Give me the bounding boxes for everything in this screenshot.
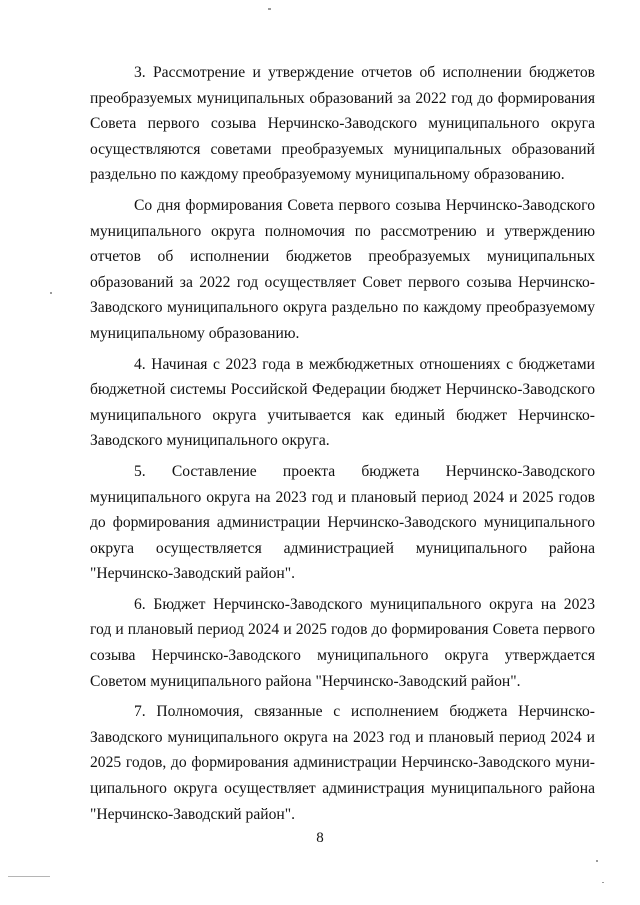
scan-speck: [50, 292, 52, 294]
scan-speck: [596, 860, 598, 862]
paragraph-6: 6. Бюджет Нерчинско-Заводского муниципального округа на 2023 год и плановый период 2024 и 2025 годов до формирования Совета первого созыва Нерчинско-Заводского муниципального округа утверждается Советом муниципального района "Нерчинско-Заводский район".: [90, 595, 595, 690]
scan-speck: [268, 8, 271, 10]
paragraph-3: 3. Рассмотрение и утверждение отчетов об исполнении бюджетов преобразуемых муниципальных образований за 2022 год до формирования Совета первого созыва Нерчинско-Заводского муниципального округа осуществляются советами преобразуемых муниципальных образований раздельно по каждому преобразуемому муниципальному образованию.: [90, 64, 595, 184]
document-body: [90, 60, 595, 832]
page-number: 8: [316, 830, 324, 846]
paragraph-4: 4. Начиная с 2023 года в межбюджетных отношениях с бюджетами бюджетной системы Российской Федерации бюджет Нерчинско-Заводского муниципального округа учитывается как единый бюджет Нерчинско-Заводского муниципального округа.: [90, 355, 595, 450]
paragraph-5: 5. Составление проекта бюджета Нерчинско-Заводского муниципального округа на 2023 год и плановый период 2024 и 2025 годов до формирования администрации Нерчинско-Заводского муниципального округа осуществляется администрацией муниципального района "Нерчинско-Заводский район".: [90, 462, 595, 583]
scan-edge-line: [8, 876, 50, 877]
scan-speck: [602, 882, 604, 883]
paragraph-3-continued: Со дня формирования Совета первого созыва Нерчинско-Заводского муниципального округа полномочия по рассмотрению и утверждению отчетов об исполнении бюджетов преобразуемых муниципальных образований за 2022 год осуществляет Совет первого созыва Нерчинско-Заводского муниципального округа раздельно по каждому преобразуемому муниципальному образованию.: [90, 196, 595, 342]
paragraph-7: 7. Полномочия, связанные с исполнением бюджета Нерчинско-Заводского муниципального округа на 2023 год и плановый период 2024 и 2025 годов, до формирования администрации Нерчинско-Заводского муниципального округа осуществляет администрация муниципального района "Нерчинско-Заводский район".: [90, 703, 595, 823]
